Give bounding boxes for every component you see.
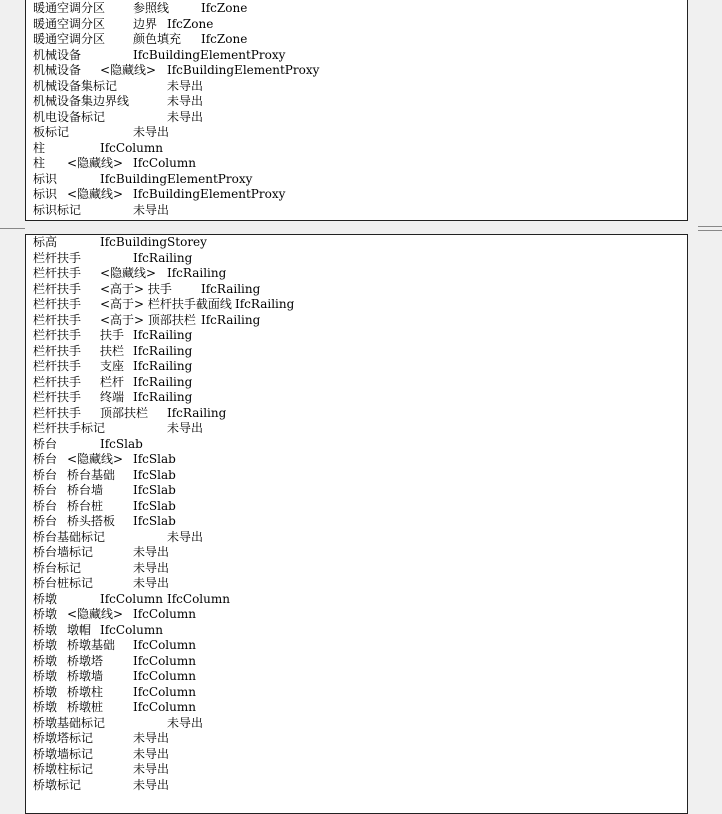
line-cell: <高于> 顶部扶栏 [100, 312, 196, 327]
line-cell: 栏杆扶手 [33, 266, 82, 280]
line-cell: IfcSlab [133, 483, 176, 497]
line-cell: IfcSlab [133, 452, 176, 466]
line-cell: <隐藏线> [67, 452, 124, 466]
text-line [33, 266, 687, 282]
line-cell: IfcColumn [133, 607, 196, 621]
line-cell: 桥台 [33, 483, 58, 497]
line-cell: IfcSlab [133, 514, 176, 528]
line-cell: 标识标记 [33, 202, 82, 217]
text-line [33, 700, 687, 716]
line-cell: 栏杆扶手 [33, 343, 82, 358]
line-cell: IfcSlab [133, 467, 176, 482]
line-cell: 桥墩墙标记 [33, 746, 94, 761]
line-cell: 桥墩 [33, 622, 58, 637]
text-line [33, 297, 687, 313]
line-cell: 机械设备 [33, 63, 82, 77]
line-cell: 板标记 [33, 125, 70, 139]
line-cell: IfcBuildingStorey [100, 235, 207, 249]
line-cell: <隐藏线> [100, 266, 157, 280]
line-cell: 桥墩柱标记 [33, 762, 94, 776]
text-line [33, 607, 687, 623]
line-cell: 桥台基础标记 [33, 529, 106, 544]
line-cell: 栏杆扶手 [33, 297, 82, 311]
text-line [33, 63, 687, 79]
line-cell: 栏杆 [100, 374, 125, 389]
line-cell: 暖通空调分区 [33, 32, 106, 46]
text-line [33, 187, 687, 203]
line-cell: <隐藏线> [100, 63, 157, 77]
line-cell: 桥台 [33, 498, 58, 513]
line-cell: 桥墩基础标记 [33, 715, 106, 730]
line-cell: IfcRailing [201, 312, 261, 327]
line-cell: IfcZone [201, 32, 248, 46]
line-cell: IfcRailing [133, 328, 193, 342]
text-line [33, 1, 687, 17]
line-cell: 桥台标记 [33, 560, 82, 575]
line-cell: 标识 [33, 187, 58, 201]
line-cell: IfcRailing [201, 281, 261, 296]
text-line [33, 172, 687, 188]
line-cell: 栏杆扶手 [33, 359, 82, 373]
line-cell: <高于> 扶手 [100, 281, 172, 296]
text-line [33, 48, 687, 64]
text-line [33, 421, 687, 437]
text-line [33, 328, 687, 344]
line-cell: 桥墩 [33, 700, 58, 714]
line-cell: IfcRailing [235, 297, 295, 311]
line-cell: 栏杆扶手 [33, 312, 82, 327]
line-cell: 标识 [33, 171, 58, 186]
line-cell: IfcColumn [133, 653, 196, 668]
line-cell: 未导出 [133, 777, 170, 792]
line-cell: 桥墩桩 [67, 700, 104, 714]
line-cell: IfcColumn [133, 669, 196, 683]
line-cell: <隐藏线> [67, 156, 124, 170]
text-line [33, 359, 687, 375]
text-line [33, 685, 687, 701]
line-cell: 机械设备集标记 [33, 78, 118, 93]
line-cell: 暖通空调分区 [33, 16, 106, 31]
line-cell: 参照线 [133, 1, 170, 15]
text-line [33, 731, 687, 747]
text-line [33, 762, 687, 778]
line-cell: IfcZone [167, 16, 214, 31]
text-line [33, 235, 687, 251]
line-cell: IfcSlab [100, 436, 143, 451]
line-cell: 桥台桩标记 [33, 576, 94, 590]
line-cell: IfcRailing [167, 405, 227, 420]
line-cell: 桥台墙标记 [33, 545, 94, 559]
line-cell: IfcRailing [167, 266, 227, 280]
line-cell: 桥台 [33, 452, 58, 466]
line-cell: IfcColumn [100, 140, 163, 155]
text-line [33, 203, 687, 219]
line-cell: 未导出 [133, 125, 170, 139]
text-line [33, 79, 687, 95]
line-cell: 未导出 [133, 576, 170, 590]
line-cell: 栏杆扶手标记 [33, 421, 106, 435]
text-line [33, 592, 687, 608]
line-cell: 柱 [33, 156, 46, 170]
line-cell: 未导出 [167, 529, 204, 544]
line-cell: 桥台 [33, 514, 58, 528]
text-line [33, 669, 687, 685]
line-cell: 栏杆扶手 [33, 405, 82, 420]
line-cell: 扶栏 [100, 343, 125, 358]
line-cell: 桥台桩 [67, 498, 104, 513]
text-line [33, 17, 687, 33]
line-cell: IfcSlab [133, 498, 176, 513]
line-cell: IfcBuildingElementProxy [133, 47, 286, 62]
line-cell: 颜色填充 [133, 32, 182, 46]
line-cell: 未导出 [133, 560, 170, 575]
text-line [33, 654, 687, 670]
line-cell: 未导出 [133, 731, 170, 745]
text-line [33, 452, 687, 468]
line-cell: IfcColumn [167, 591, 230, 606]
text-line [33, 251, 687, 267]
text-line [33, 638, 687, 654]
line-cell: 桥墩基础 [67, 638, 116, 652]
line-cell: 桥墩 [33, 607, 58, 621]
line-cell: 栏杆扶手 [33, 374, 82, 389]
line-cell: 桥墩塔标记 [33, 731, 94, 745]
line-cell: IfcRailing [133, 359, 193, 373]
line-cell: 桥墩 [33, 653, 58, 668]
page-1-lines [33, 1, 687, 218]
document-page-2 [25, 234, 688, 814]
line-cell: 桥墩 [33, 638, 58, 652]
line-cell: 未导出 [133, 746, 170, 761]
text-line [33, 375, 687, 391]
text-line [33, 483, 687, 499]
line-cell: 栏杆扶手 [33, 390, 82, 404]
line-cell: IfcBuildingElementProxy [167, 63, 320, 77]
line-cell: <隐藏线> [67, 187, 124, 201]
line-cell: 桥墩塔 [67, 653, 104, 668]
line-cell: IfcColumn [100, 591, 163, 606]
line-cell: IfcBuildingElementProxy [100, 171, 253, 186]
line-cell: 桥墩 [33, 684, 58, 699]
page-break-marker-left [0, 228, 25, 229]
text-line [33, 716, 687, 732]
line-cell: 未导出 [133, 545, 170, 559]
line-cell: 桥头搭板 [67, 514, 116, 528]
line-cell: <隐藏线> [67, 607, 124, 621]
text-line [33, 156, 687, 172]
line-cell: IfcColumn [100, 622, 163, 637]
line-cell: 支座 [100, 359, 125, 373]
line-cell: 机械设备集边界线 [33, 94, 130, 108]
text-line [33, 125, 687, 141]
line-cell: 桥台墙 [67, 483, 104, 497]
text-line [33, 561, 687, 577]
line-cell: 机电设备标记 [33, 109, 106, 124]
line-cell: IfcColumn [133, 156, 196, 170]
text-line [33, 141, 687, 157]
line-cell: 墩帽 [67, 622, 92, 637]
text-line [33, 576, 687, 592]
line-cell: 桥台 [33, 436, 58, 451]
text-line [33, 282, 687, 298]
line-cell: 栏杆扶手 [33, 281, 82, 296]
line-cell: 边界 [133, 16, 158, 31]
text-line [33, 32, 687, 48]
line-cell: 标高 [33, 235, 58, 249]
text-line [33, 94, 687, 110]
line-cell: 未导出 [167, 109, 204, 124]
line-cell: 桥墩 [33, 591, 58, 606]
line-cell: 未导出 [167, 78, 204, 93]
document-page-1 [25, 0, 688, 221]
text-line [33, 545, 687, 561]
text-line [33, 437, 687, 453]
text-line [33, 747, 687, 763]
page-2-lines [33, 235, 687, 793]
line-cell: 柱 [33, 140, 46, 155]
page-break-marker-right-2 [698, 230, 722, 231]
line-cell: 桥墩墙 [67, 669, 104, 683]
line-cell: IfcColumn [133, 700, 196, 714]
line-cell: 机械设备 [33, 47, 82, 62]
line-cell: IfcZone [201, 1, 248, 15]
line-cell: 栏杆扶手 [33, 250, 82, 265]
line-cell: 未导出 [167, 715, 204, 730]
line-cell: IfcColumn [133, 638, 196, 652]
text-line [33, 406, 687, 422]
text-line [33, 313, 687, 329]
line-cell: 未导出 [167, 94, 204, 108]
text-line [33, 468, 687, 484]
line-cell: IfcBuildingElementProxy [133, 187, 286, 201]
text-line [33, 499, 687, 515]
text-line [33, 623, 687, 639]
line-cell: IfcRailing [133, 343, 193, 358]
page-break-marker-right [698, 226, 722, 227]
text-line [33, 390, 687, 406]
line-cell: IfcRailing [133, 374, 193, 389]
line-cell: IfcColumn [133, 684, 196, 699]
line-cell: 桥墩标记 [33, 777, 82, 792]
line-cell: 顶部扶栏 [100, 405, 149, 420]
text-line [33, 110, 687, 126]
line-cell: 桥台 [33, 467, 58, 482]
text-line [33, 778, 687, 794]
line-cell: 扶手 [100, 328, 125, 342]
line-cell: 桥墩柱 [67, 684, 104, 699]
line-cell: 终端 [100, 390, 125, 404]
line-cell: IfcRailing [133, 390, 193, 404]
text-line [33, 530, 687, 546]
line-cell: 栏杆扶手 [33, 328, 82, 342]
line-cell: 未导出 [167, 421, 204, 435]
line-cell: 暖通空调分区 [33, 1, 106, 15]
line-cell: <高于> 栏杆扶手截面线 [100, 297, 232, 311]
line-cell: 桥墩 [33, 669, 58, 683]
line-cell: IfcRailing [133, 250, 193, 265]
line-cell: 未导出 [133, 202, 170, 217]
text-line [33, 514, 687, 530]
text-line [33, 344, 687, 360]
line-cell: 桥台基础 [67, 467, 116, 482]
line-cell: 未导出 [133, 762, 170, 776]
